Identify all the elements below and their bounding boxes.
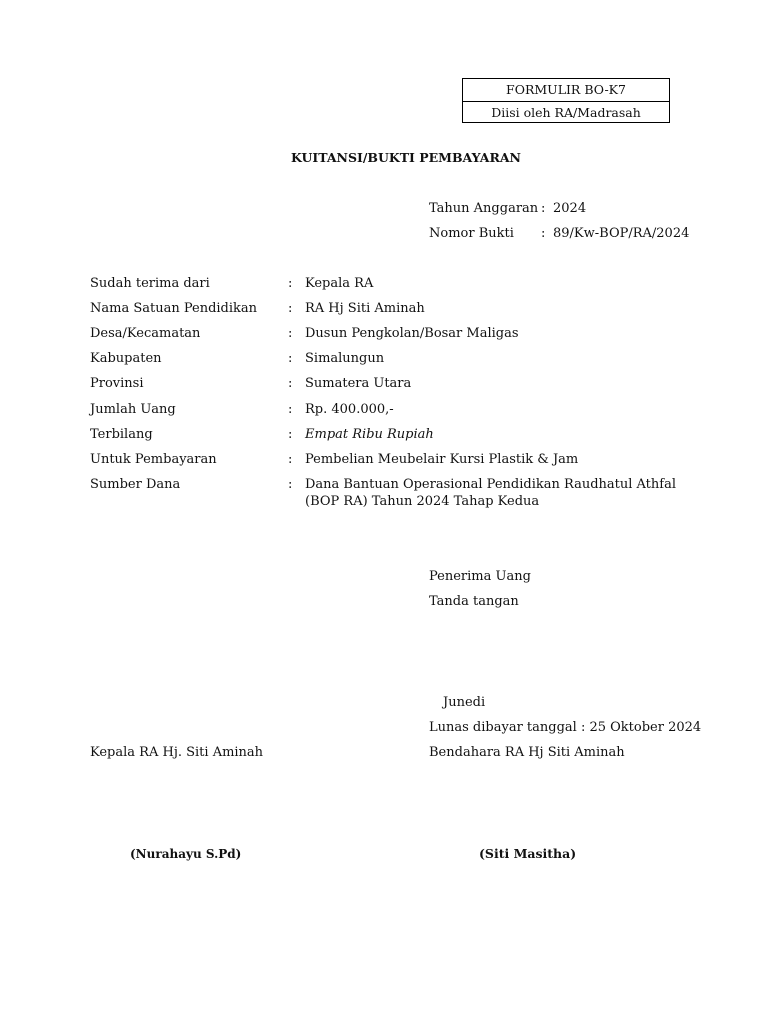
proof-number-colon: : xyxy=(541,226,546,241)
field-value-province: Sumatera Utara xyxy=(305,376,412,391)
field-label-province: Provinsi xyxy=(90,376,144,391)
field-label-regency: Kabupaten xyxy=(90,351,162,366)
field-value-village: Dusun Pengkolan/Bosar Maligas xyxy=(305,326,519,341)
filled-by-note: Diisi oleh RA/Madrasah xyxy=(491,105,641,120)
field-value-amount: Rp. 400.000,- xyxy=(305,402,394,417)
budget-year-value: 2024 xyxy=(553,201,587,216)
field-colon: : xyxy=(288,452,293,467)
field-colon: : xyxy=(288,276,293,291)
document-title: KUITANSI/BUKTI PEMBAYARAN xyxy=(291,150,521,165)
field-value-fund-source-line2: (BOP RA) Tahun 2024 Tahap Kedua xyxy=(305,494,540,509)
field-label-village: Desa/Kecamatan xyxy=(90,326,201,341)
field-colon: : xyxy=(288,402,293,417)
field-label-amount: Jumlah Uang xyxy=(90,402,176,417)
budget-year-colon: : xyxy=(541,201,546,216)
proof-number-value: 89/Kw-BOP/RA/2024 xyxy=(553,226,690,241)
field-colon: : xyxy=(288,477,293,492)
left-signer-role: Kepala RA Hj. Siti Aminah xyxy=(90,745,264,760)
field-colon: : xyxy=(288,351,293,366)
field-label-amount-words: Terbilang xyxy=(90,427,153,442)
field-label-fund-source: Sumber Dana xyxy=(90,477,181,492)
receiver-title: Penerima Uang xyxy=(429,569,531,584)
field-label-school-name: Nama Satuan Pendidikan xyxy=(90,301,258,316)
receiver-name: Junedi xyxy=(443,695,486,710)
field-label-received-from: Sudah terima dari xyxy=(90,276,210,291)
form-code-box xyxy=(462,78,670,123)
field-value-school-name: RA Hj Siti Aminah xyxy=(305,301,425,316)
field-value-amount-words: Empat Ribu Rupiah xyxy=(305,427,434,442)
field-value-payment-for: Pembelian Meubelair Kursi Plastik & Jam xyxy=(305,452,579,467)
left-signer-name: (Nurahayu S.Pd) xyxy=(130,847,242,861)
proof-number-label: Nomor Bukti xyxy=(429,226,514,241)
paid-date: Lunas dibayar tanggal : 25 Oktober 2024 xyxy=(429,720,702,735)
field-value-received-from: Kepala RA xyxy=(305,276,374,291)
field-colon: : xyxy=(288,326,293,341)
right-signer-name: (Siti Masitha) xyxy=(479,846,577,861)
right-signer-role: Bendahara RA Hj Siti Aminah xyxy=(429,745,625,760)
field-colon: : xyxy=(288,376,293,391)
field-label-payment-for: Untuk Pembayaran xyxy=(90,452,217,467)
field-colon: : xyxy=(288,427,293,442)
signature-label: Tanda tangan xyxy=(429,594,519,609)
form-code: FORMULIR BO-K7 xyxy=(463,79,669,102)
budget-year-label: Tahun Anggaran xyxy=(429,201,539,216)
field-value-fund-source: Dana Bantuan Operasional Pendidikan Raudhatul Athfal xyxy=(305,477,677,492)
field-colon: : xyxy=(288,301,293,316)
field-value-regency: Simalungun xyxy=(305,351,385,366)
